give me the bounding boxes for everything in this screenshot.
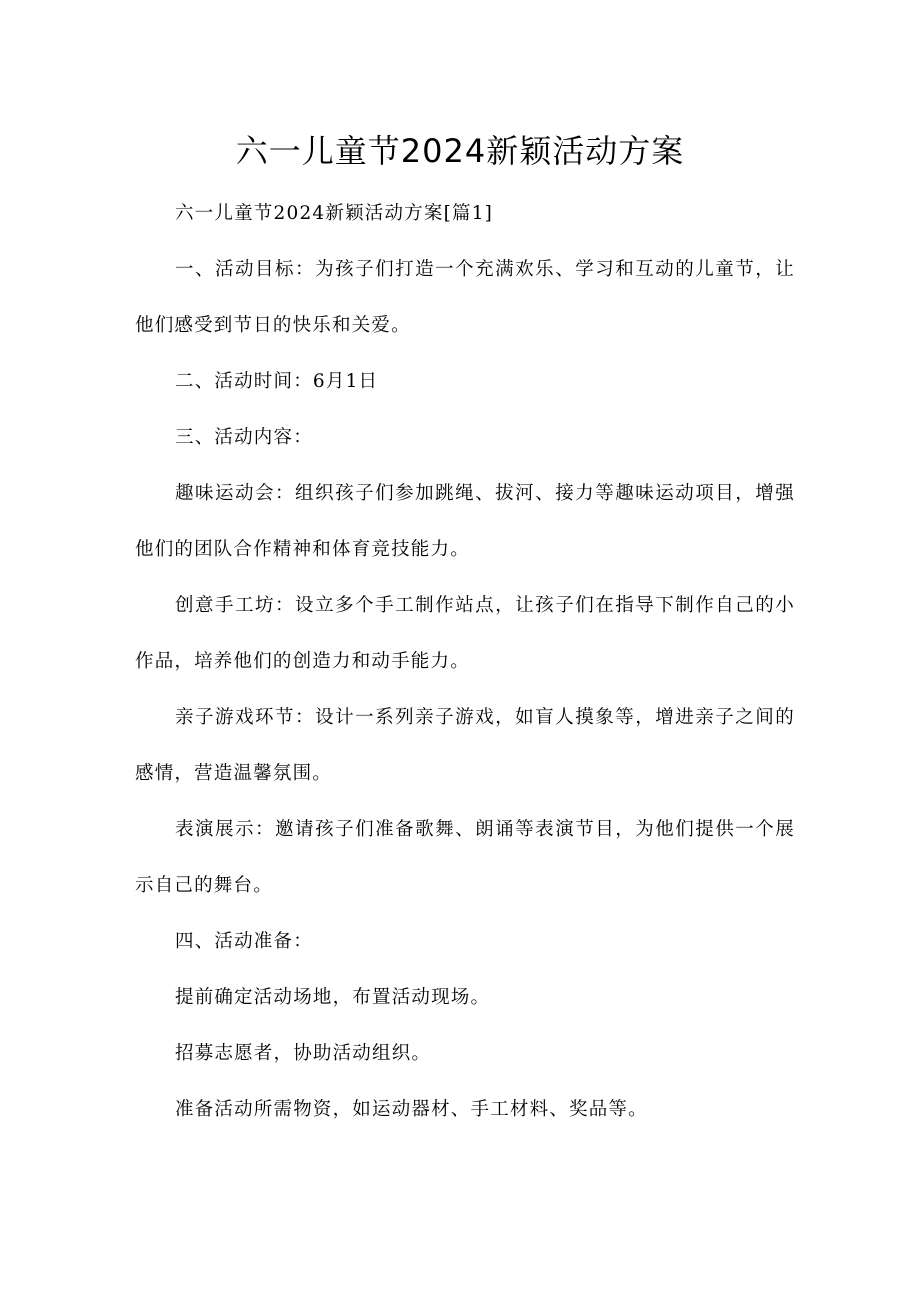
section-heading-plan: 六一儿童节2024新颖活动方案[篇1] (175, 203, 494, 224)
paragraph-crafts: 创意手工坊：设立多个手工制作站点，让孩子们在指导下制作自己的小作品，培养他们的创造力和动手能力。 (135, 595, 795, 672)
paragraph-venue: 提前确定活动场地，布置活动现场。 (175, 987, 491, 1008)
paragraph-sports: 趣味运动会：组织孩子们参加跳绳、拔河、接力等趣味运动项目，增强他们的团队合作精神和体育竞技能力。 (135, 483, 795, 560)
paragraph-family-games: 亲子游戏环节：设计一系列亲子游戏，如盲人摸象等，增进亲子之间的感情，营造温馨氛围。 (135, 707, 795, 784)
paragraph-performance: 表演展示：邀请孩子们准备歌舞、朗诵等表演节目，为他们提供一个展示自己的舞台。 (135, 819, 795, 896)
paragraph-volunteers: 招募志愿者，协助活动组织。 (175, 1043, 432, 1064)
paragraph-materials: 准备活动所需物资，如运动器材、手工材料、奖品等。 (175, 1099, 648, 1120)
paragraph-content-heading: 三、活动内容： (175, 427, 313, 448)
paragraph-time: 二、活动时间：6月1日 (175, 371, 379, 392)
document-body (135, 186, 795, 1138)
paragraph-goal: 一、活动目标：为孩子们打造一个充满欢乐、学习和互动的儿童节，让他们感受到节日的快乐和关爱。 (135, 259, 795, 336)
document-title: 六一儿童节2024新颖活动方案 (235, 132, 685, 170)
paragraph-preparation-heading: 四、活动准备： (175, 931, 313, 952)
